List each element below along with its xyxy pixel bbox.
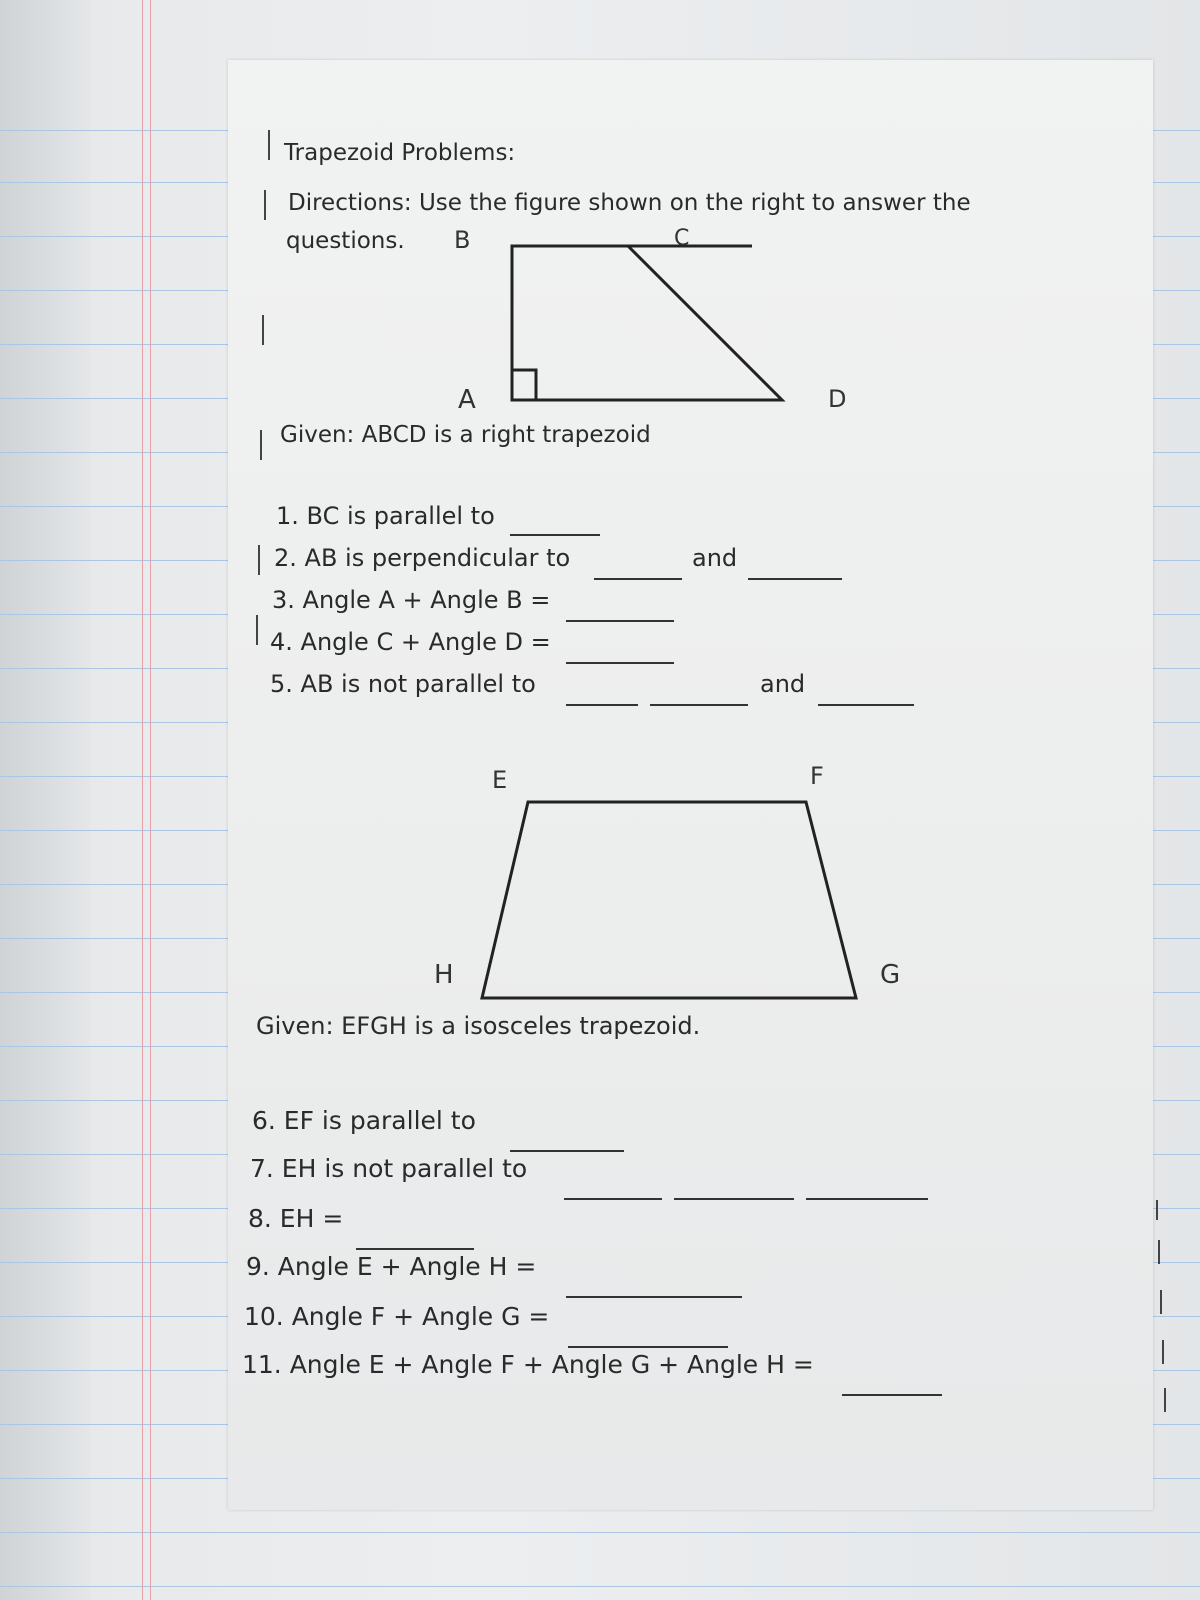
edge-mark	[258, 545, 260, 575]
answer-blank-7c	[806, 1198, 928, 1200]
vertex-label-e: E	[492, 766, 508, 794]
answer-blank-11	[842, 1394, 942, 1396]
question-2: 2. AB is perpendicular to	[274, 544, 571, 572]
worksheet-title: Trapezoid Problems:	[284, 140, 516, 166]
edge-mark	[268, 130, 270, 160]
answer-blank-2b	[748, 578, 842, 580]
vertex-label-h: H	[434, 960, 454, 990]
notebook-page-edge	[0, 0, 90, 1600]
given-efgh: Given: EFGH is a isosceles trapezoid.	[256, 1012, 701, 1040]
edge-mark	[1162, 1340, 1164, 1364]
trapezoid-abcd-figure	[478, 210, 838, 430]
question-5-and: and	[760, 670, 806, 698]
question-4: 4. Angle C + Angle D =	[270, 628, 551, 656]
given-abcd: Given: ABCD is a right trapezoid	[280, 422, 651, 448]
edge-mark	[260, 430, 262, 460]
margin-line	[142, 0, 143, 1600]
vertex-label-b: B	[454, 226, 471, 254]
question-11: 11. Angle E + Angle F + Angle G + Angle H =	[242, 1350, 814, 1379]
vertex-label-d: D	[828, 385, 847, 413]
directions-line-1: Directions: Use the figure shown on the right to answer the	[288, 190, 971, 216]
right-angle-mark	[512, 370, 536, 400]
edge-mark	[1164, 1388, 1166, 1412]
ruled-line	[0, 1586, 1200, 1587]
answer-blank-1	[510, 534, 600, 536]
edge-mark	[264, 190, 266, 220]
answer-blank-3	[566, 620, 674, 622]
answer-blank-2a	[594, 578, 682, 580]
question-10: 10. Angle F + Angle G =	[244, 1302, 550, 1331]
answer-blank-5b	[650, 704, 748, 706]
answer-blank-8	[356, 1248, 474, 1250]
answer-blank-5a	[566, 704, 638, 706]
vertex-label-a: A	[458, 385, 476, 415]
question-9: 9. Angle E + Angle H =	[246, 1252, 537, 1281]
trapezoid-abcd-outline	[512, 246, 782, 400]
answer-blank-7b	[674, 1198, 794, 1200]
edge-mark	[1158, 1240, 1160, 1264]
question-6: 6. EF is parallel to	[252, 1106, 476, 1135]
edge-mark	[262, 315, 264, 345]
margin-line	[150, 0, 151, 1600]
edge-mark	[256, 615, 258, 645]
worksheet	[228, 60, 1153, 1510]
vertex-label-c: C	[674, 226, 690, 251]
ruled-line	[0, 1532, 1200, 1533]
question-5: 5. AB is not parallel to	[270, 670, 536, 698]
question-3: 3. Angle A + Angle B =	[272, 586, 551, 614]
question-8: 8. EH =	[248, 1204, 344, 1233]
answer-blank-6	[510, 1150, 624, 1152]
answer-blank-10	[568, 1346, 728, 1348]
answer-blank-4	[566, 662, 674, 664]
question-2-and: and	[692, 544, 738, 572]
vertex-label-f: F	[810, 762, 824, 790]
trapezoid-efgh-figure	[468, 790, 868, 1030]
answer-blank-9	[566, 1296, 742, 1298]
directions-line-2: questions.	[286, 228, 405, 254]
question-1: 1. BC is parallel to	[276, 502, 495, 530]
answer-blank-7a	[564, 1198, 662, 1200]
edge-mark	[1156, 1200, 1158, 1220]
vertex-label-g: G	[880, 960, 901, 990]
trapezoid-efgh-outline	[482, 802, 856, 998]
question-7: 7. EH is not parallel to	[250, 1154, 528, 1183]
edge-mark	[1160, 1290, 1162, 1314]
answer-blank-5c	[818, 704, 914, 706]
